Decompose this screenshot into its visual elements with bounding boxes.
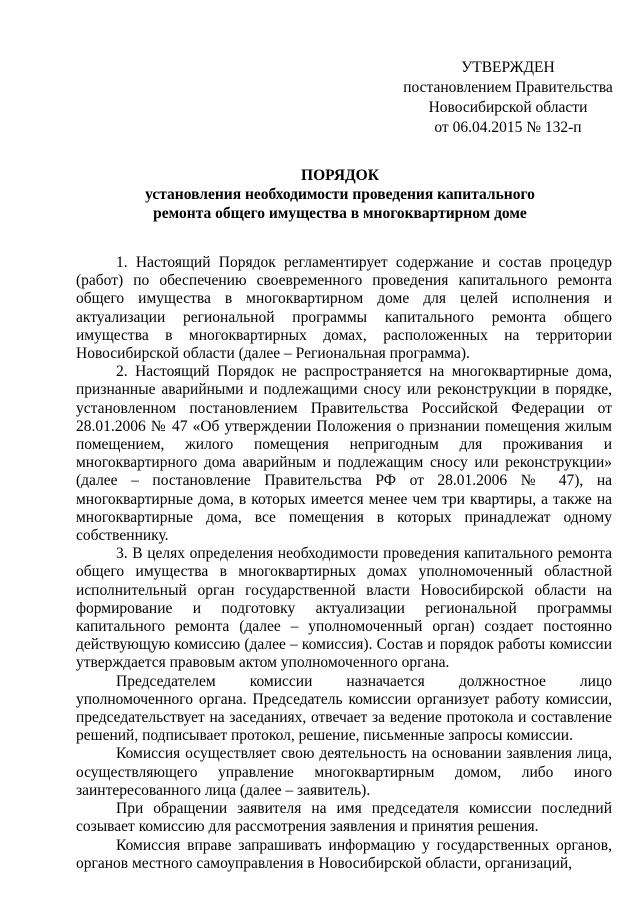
approval-line-3: от 06.04.2015 № 132-п [434, 119, 582, 136]
title-line-1: установления необходимости проведения капитального [145, 186, 535, 203]
title-line-2: ремонта общего имущества в многоквартирном доме [153, 205, 527, 222]
paragraph-3: 3. В целях определения необходимости проведения капитального ремонта общего имущества в многоквартирных домах уполномоченный областной исполнительный орган государственной власти Новосибирской области на формирование и подготовку актуализации региональной программы капитального ремонта (далее – уполномоченный орган) создает постоянно действующую комиссию (далее – комиссия). Состав и порядок работы комиссии утверждается правовым актом уполномоченного органа. [76, 545, 612, 672]
title-heading: ПОРЯДОК [301, 167, 379, 184]
paragraph-2: 2. Настоящий Порядок не распространяется на многоквартирные дома, признанные аварийными и подлежащими сносу или реконструкции в порядке, установленном постановлением Правительства Российской Федерации от 28.01.2006 № 47 «Об утверждении Положения о признании помещения жилым помещением, жилого помещения непригодным для проживания и многоквартирного дома аварийным и подлежащим сносу или реконструкции» (далее – постановление Правительства РФ от 28.01.2006 № 47), на многоквартирные дома, в которых имеется менее чем три квартиры, а также на многоквартирные дома, все помещения в которых принадлежат одному собственнику. [76, 363, 612, 545]
paragraph-7: Комиссия вправе запрашивать информацию у государственных органов, органов местного самоуправления в Новосибирской области, организаций, [76, 836, 612, 872]
approval-line-2: Новосибирской области [428, 99, 588, 116]
paragraph-6: При обращении заявителя на имя председателя комиссии последний созывает комиссию для рассмотрения заявления и принятия решения. [76, 800, 612, 836]
document-body [76, 254, 612, 873]
paragraph-5: Комиссия осуществляет свою деятельность на основании заявления лица, осуществляющего управление многоквартирным домом, либо иного заинтересованного лица (далее – заявитель). [76, 745, 612, 799]
paragraph-1: 1. Настоящий Порядок регламентирует содержание и состав процедур (работ) по обеспечению своевременного проведения капитального ремонта общего имущества в многоквартирном доме для целей исполнения и актуализации региональной программы капитального ремонта общего имущества в многоквартирных домах, расположенных на территории Новосибирской области (далее – Региональная программа). [76, 254, 612, 363]
approval-status: УТВЕРЖДЕН [461, 59, 555, 76]
approval-line-1: постановлением Правительства [403, 79, 613, 96]
approval-stamp [398, 58, 618, 138]
paragraph-4: Председателем комиссии назначается должностное лицо уполномоченного органа. Председатель комиссии организует работу комиссии, председательствует на заседаниях, отвечает за ведение протокола и составление решений, подписывает протокол, решение, письменные запросы комиссии. [76, 672, 612, 745]
document-title [60, 166, 620, 223]
